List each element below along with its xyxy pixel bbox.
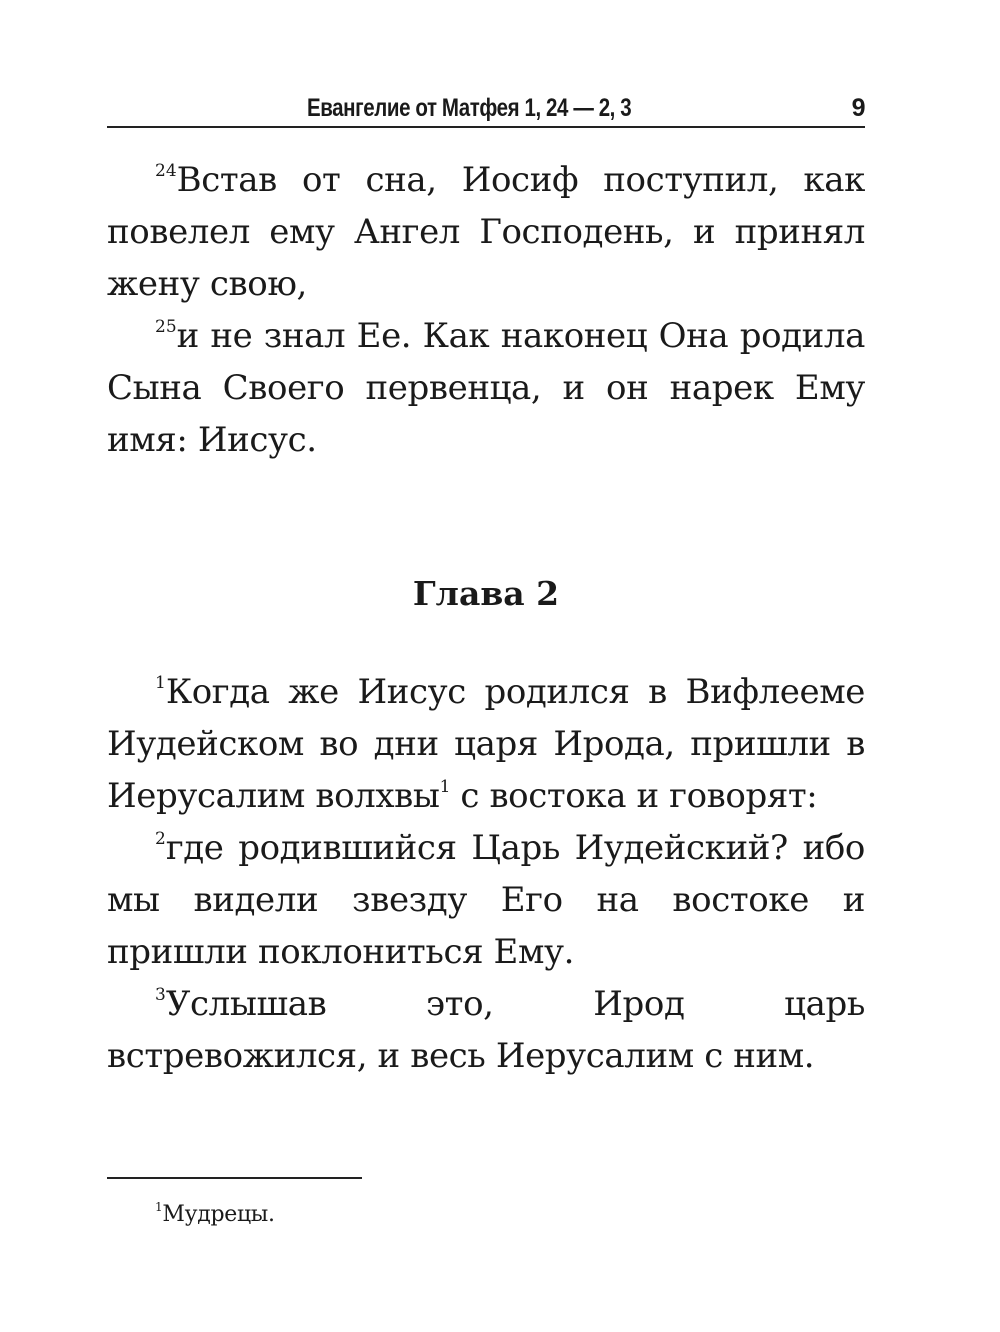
footnote-mark: 1 xyxy=(155,1200,163,1214)
page-number: 9 xyxy=(851,94,865,122)
verse-text-continued: с востока и говорят: xyxy=(449,776,818,816)
running-header xyxy=(107,88,865,124)
verse-number: 24 xyxy=(155,161,177,181)
chapter1-text xyxy=(107,154,865,466)
verse-2 xyxy=(107,822,865,978)
verse-number: 3 xyxy=(155,985,166,1005)
verse-text: где родившийся Царь Иудейский? ибо мы видели звезду Его на востоке и пришли поклониться Ему. xyxy=(107,828,865,972)
verse-number: 25 xyxy=(155,317,177,337)
verse-text: Услышав это, Ирод царь встревожился, и весь Иерусалим с ним. xyxy=(107,984,865,1076)
verse-number: 2 xyxy=(155,829,166,849)
footnote-text: Мудрецы. xyxy=(162,1202,275,1227)
running-title: Евангелие от Матфея 1, 24 — 2, 3 xyxy=(307,94,632,122)
verse-3 xyxy=(107,978,865,1082)
chapter-heading: Глава 2 xyxy=(412,574,560,613)
verse-1 xyxy=(107,666,865,822)
verse-25 xyxy=(107,310,865,466)
verse-text: и не знал Ее. Как наконец Она родила Сына Своего первенца, и он нарек Ему имя: Иисус. xyxy=(107,316,865,460)
verse-24 xyxy=(107,154,865,310)
footnote xyxy=(155,1200,275,1230)
verse-text: Когда же Иисус родился в Вифлееме Иудейском во дни царя Ирода, пришли в Иерусалим волхвы xyxy=(107,672,865,816)
footnote-rule xyxy=(107,1177,362,1179)
verse-text: Встав от сна, Иосиф поступил, как повелел ему Ангел Господень, и принял жену свою, xyxy=(107,160,865,304)
header-rule xyxy=(107,126,865,128)
footnote-reference[interactable]: 1 xyxy=(439,777,450,797)
chapter2-text xyxy=(107,666,865,1082)
verse-number: 1 xyxy=(155,673,166,693)
